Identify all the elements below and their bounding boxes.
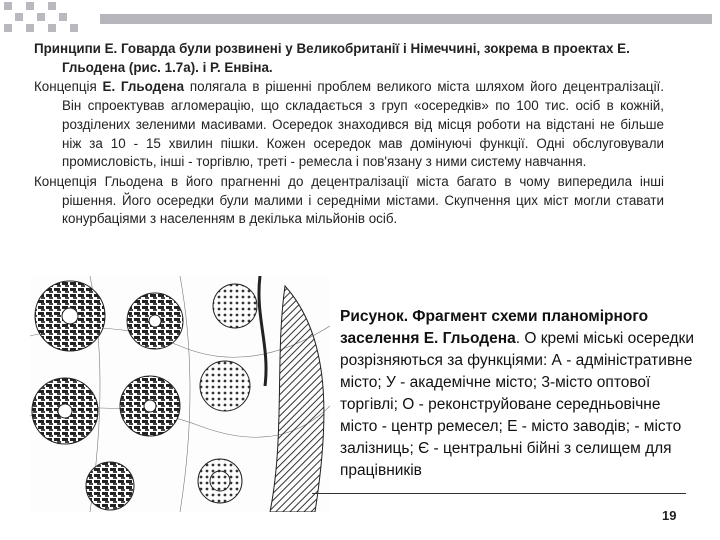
paragraph-3: Концепція Гльодена в його прагненні до децентралізації міста багато в чому випередила інші рішення. Його осередки були малими і середніми містами. Скупчення цих міст могли ставати конурбаціями з населенням в декілька мільйонів осіб. <box>34 173 664 227</box>
page-number: 19 <box>662 508 677 523</box>
body-text <box>34 40 664 230</box>
paragraph-2 <box>34 78 664 172</box>
figure-caption-body: . О кремі міські осередки розрізняються за функціями: А - адміністративне місто; У - академічне місто; 3-місто оптової торгівлі; О - реконструйоване середньовічне місто - центр ремесел; Е - місто заводів; - місто залізниць; Є - центральні бійні з селищем для працівників <box>340 330 694 479</box>
figure-caption-title: Рисунок. Фрагмент схеми планомірного заселення Е. Гльодена <box>340 308 649 347</box>
paragraph-1: Принципи Е. Говарда були розвинені у Великобританії і Німеччині, зокрема в проектах Е. Гльодена (рис. 1.7а). і Р. Енвіна. <box>34 41 630 75</box>
header-decoration <box>0 0 100 34</box>
paragraph-2-rest: полягала в рішенні проблем великого міста шляхом його децентралізації. Він спроектував агломерацію, що складається з груп «осередків» по 100 тис. осіб в кожній, розділених зеленими масивами. Осередок знаходився від місця роботи на відстані не більше ніж за 10 - 15 хвилин пішки. Кожен осередок мав домінуючі функції. Одні обслуговували промисловість, інші - торгівлю, треті - ремесла і пов'язану з ними систему навчання. <box>62 79 664 170</box>
paragraph-2-bold-name: Е. Гльодена <box>102 79 185 95</box>
header-bar <box>100 14 712 24</box>
figure-caption <box>340 306 702 482</box>
caption-underline <box>312 493 686 494</box>
paragraph-2-prefix: Концепція <box>34 79 103 95</box>
settlement-scheme-figure <box>30 276 330 512</box>
